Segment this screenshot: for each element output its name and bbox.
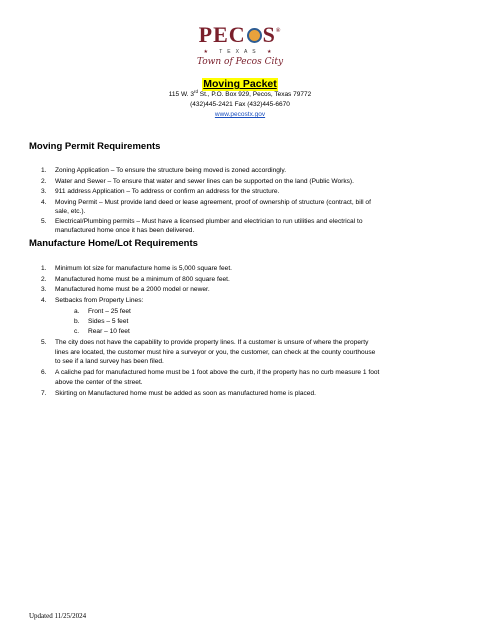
list-item: 911 address Application – To address or confirm an address for the structure. xyxy=(55,188,280,195)
setback-letter: a. xyxy=(74,308,80,315)
list-item: sale, etc.). xyxy=(55,208,86,215)
list-item: The city does not have the capability to provide property lines. If a customer is unsure of where the property xyxy=(55,339,369,346)
permit-heading: Moving Permit Requirements xyxy=(29,141,161,152)
sun-icon xyxy=(247,28,262,43)
logo-subtitle: ★ TEXAS ★ xyxy=(203,49,277,55)
website-row xyxy=(0,110,480,119)
list-item: lines are located, the customer must hire a surveyor or you, the customer, can check at the county courthouse xyxy=(55,348,376,356)
list-item: Moving Permit – Must provide land deed or lease agreement, proof of ownership of structure (contract, bill of xyxy=(55,199,371,206)
list-item-number: 3. xyxy=(41,188,47,195)
list-item-number: 2. xyxy=(41,178,47,185)
address-line: 115 W. 3rd St., P.O. Box 929, Pecos, Texas 79772 xyxy=(168,89,312,98)
setback-item: Sides – 5 feet xyxy=(88,318,129,325)
list-item: above the center of the street. xyxy=(55,378,143,386)
list-item: manufactured home once it has been delivered. xyxy=(55,227,195,234)
updated-date: Updated 11/25/2024 xyxy=(29,612,87,620)
phone-line: (432)445-2421 Fax (432)445-6670 xyxy=(190,101,290,108)
page-title: Moving Packet xyxy=(203,78,277,90)
list-item: A caliche pad for manufactured home must be 1 foot above the curb, if the property has no curb measure 1 foot xyxy=(55,369,380,376)
list-item: Water and Sewer – To ensure that water and sewer lines can be supported on the land (Public Works). xyxy=(55,178,354,185)
list-item-number: 3. xyxy=(41,286,47,293)
list-item-number: 2. xyxy=(41,276,47,283)
logo-script-text: Town of Pecos City xyxy=(196,57,284,67)
pecos-logo xyxy=(0,20,480,68)
list-item: Manufactured home must be a 2000 model or newer. xyxy=(55,286,210,293)
list-item: to see if a land survey has been filed. xyxy=(55,358,164,365)
list-item-number: 4. xyxy=(41,199,47,206)
list-item: Zoning Application – To ensure the structure being moved is zoned accordingly. xyxy=(55,167,287,174)
list-item-number: 5. xyxy=(41,339,47,346)
logo-wordmark: PEC S® xyxy=(198,22,282,47)
setback-item: Rear – 10 feet xyxy=(88,328,130,335)
list-item: Manufactured home must be a minimum of 800 square feet. xyxy=(55,276,230,283)
star-icon: ★ xyxy=(203,49,213,55)
list-item-number: 4. xyxy=(41,297,47,304)
list-item: Electrical/Plumbing permits – Must have a licensed plumber and electrician to run utilities and electrical to xyxy=(55,218,363,225)
list-item-number: 7. xyxy=(41,390,47,397)
lot-heading: Manufacture Home/Lot Requirements xyxy=(29,238,198,249)
website-link[interactable]: www.pecostx.gov xyxy=(214,111,266,118)
setback-letter: b. xyxy=(74,318,80,325)
list-item-number: 1. xyxy=(41,265,47,272)
list-item-number: 1. xyxy=(41,167,47,174)
setback-letter: c. xyxy=(74,328,80,335)
list-item-number: 5. xyxy=(41,218,47,225)
list-item-number: 6. xyxy=(41,369,47,376)
list-item: Skirting on Manufactured home must be added as soon as manufactured home is placed. xyxy=(55,390,316,397)
star-icon: ★ xyxy=(267,49,277,55)
setback-item: Front – 25 feet xyxy=(88,308,131,315)
list-item: Minimum lot size for manufacture home is 5,000 square feet. xyxy=(55,265,233,272)
list-item: Setbacks from Property Lines: xyxy=(55,297,144,304)
